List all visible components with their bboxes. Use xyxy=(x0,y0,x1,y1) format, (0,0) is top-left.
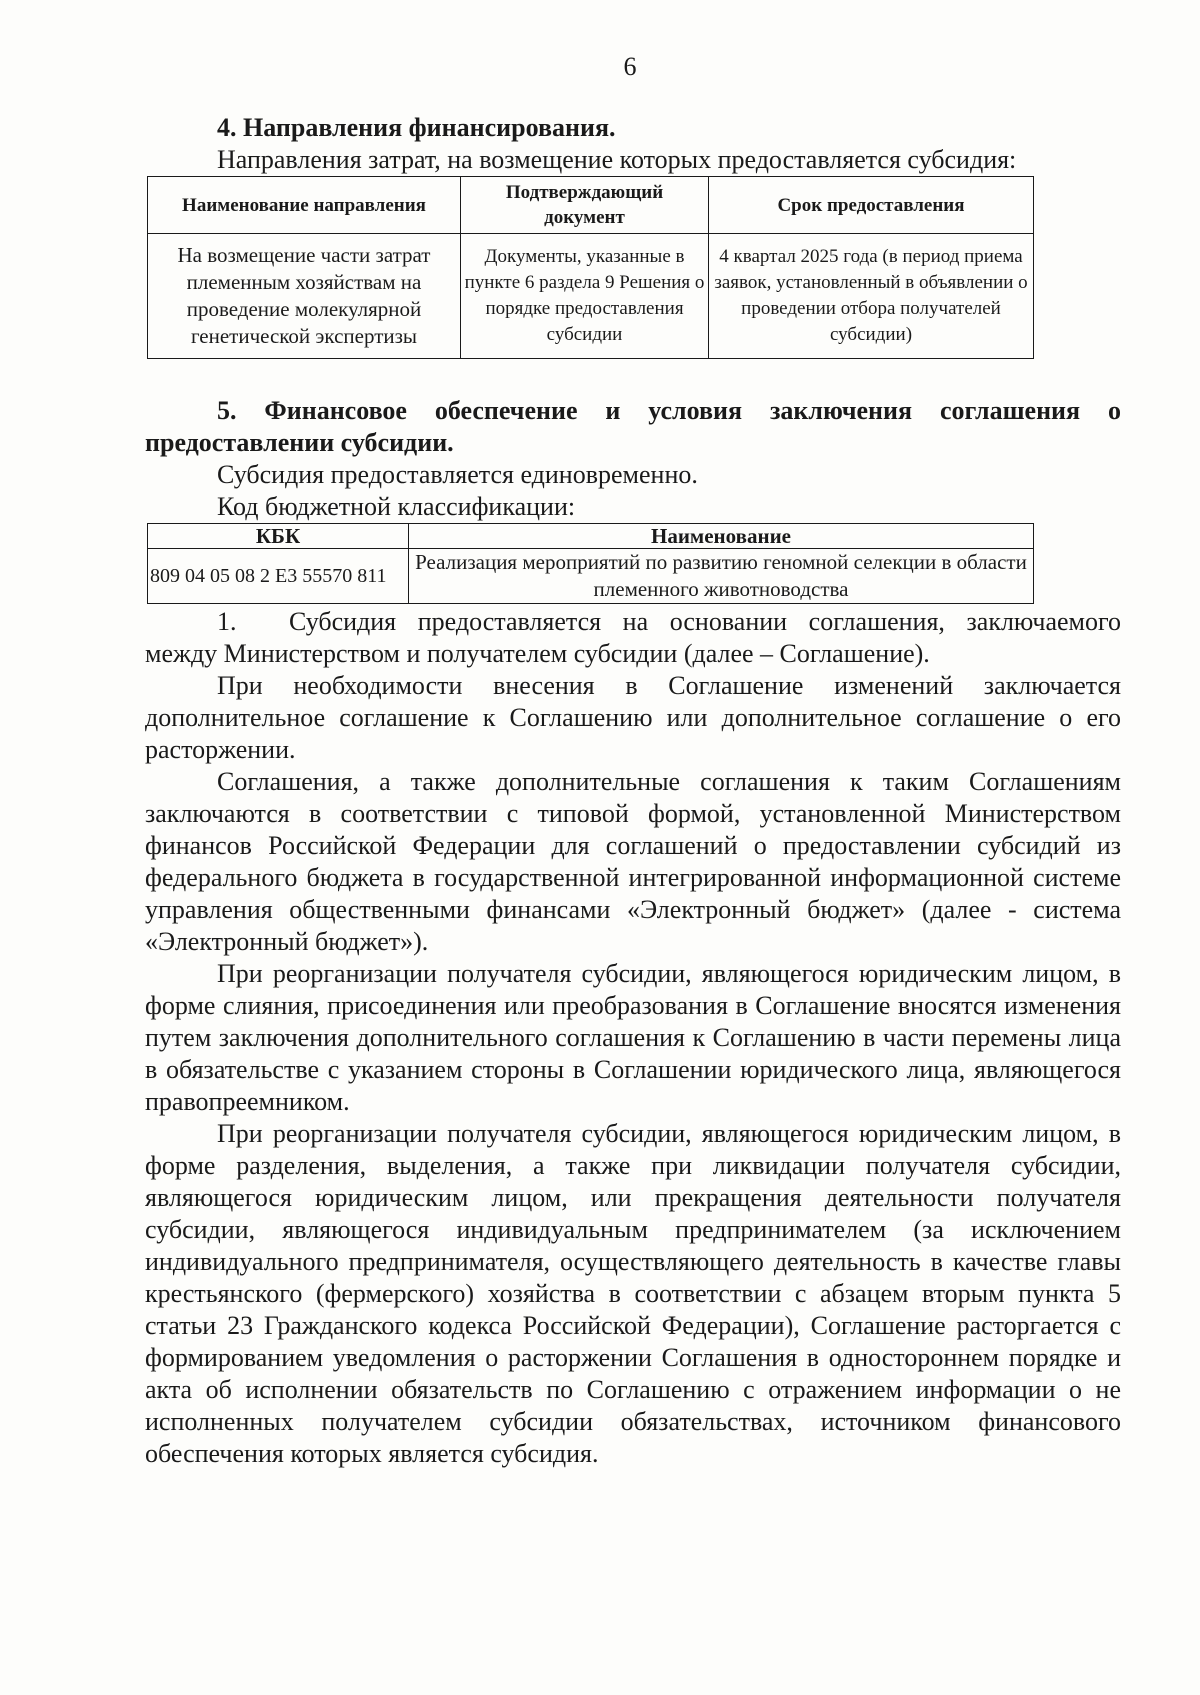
item-number: 1. xyxy=(217,607,237,636)
paragraph-reorganization-division: При реорганизации получателя субсидии, являющегося юридическим лицом, в форме разделения, выделения, а также при ликвидации получателя субсидии, являющегося юридическим лицом, или прекращения деятельности получателя субсидии, являющегося индивидуальным предпринимателем (за исключением индивидуального предпринимателя, осуществляющего деятельность в качестве главы крестьянского (фермерского) хозяйства в соответствии с абзацем вторым пункта 5 статьи 23 Гражданского кодекса Российской Федерации), Соглашение расторгается с формированием уведомления о расторжении Соглашения в одностороннем порядке и акта об исполнении обязательств по Соглашению с отражением информации о не исполненных получателем субсидии обязательствах, источником финансового обеспечения которых является субсидия. xyxy=(145,1119,1121,1468)
paragraph-reorganization-merger: При реорганизации получателя субсидии, являющегося юридическим лицом, в форме слияния, присоединения или преобразования в Соглашение вносятся изменения путем заключения дополнительного соглашения к Соглашению в части перемены лица в обязательстве с указанием стороны в Соглашении юридического лица, являющегося правопреемником. xyxy=(145,959,1121,1116)
kbk-cell: 809 04 05 08 2 Е3 55570 811 xyxy=(148,549,409,604)
kbk-name-cell: Реализация мероприятий по развитию геномной селекции в области племенного животноводства xyxy=(409,549,1034,604)
section-4-heading: 4. Направления финансирования. xyxy=(217,113,616,142)
column-header-term: Срок предоставления xyxy=(709,177,1034,234)
budget-classification-table xyxy=(147,523,1034,604)
table-header-row xyxy=(148,177,1034,234)
budget-code-line: Код бюджетной классификации: xyxy=(217,492,576,521)
page-number: 6 xyxy=(623,52,637,81)
column-header-document: Подтверждающий документ xyxy=(461,177,709,234)
table-row xyxy=(148,549,1034,604)
numbered-item-1 xyxy=(145,606,1121,670)
term-cell: 4 квартал 2025 года (в период приема заявок, установленный в объявлении о проведении отбора получателей субсидии) xyxy=(709,234,1034,359)
direction-cell: На возмещение части затрат племенным хозяйствам на проведение молекулярной генетической экспертизы xyxy=(148,234,461,359)
document-cell: Документы, указанные в пункте 6 раздела 9 Решения о порядке предоставления субсидии xyxy=(461,234,709,359)
single-payment-line: Субсидия предоставляется единовременно. xyxy=(217,460,698,489)
funding-directions-table xyxy=(147,176,1034,359)
section-5-heading: 5. Финансовое обеспечение и условия заключения соглашения о предоставлении субсидии. xyxy=(145,396,1121,457)
item-text: Субсидия предоставляется на основании соглашения, заключаемого между Министерством и получателем субсидии (далее – Соглашение). xyxy=(145,607,1121,668)
column-header-direction: Наименование направления xyxy=(148,177,461,234)
paragraph-amendments: При необходимости внесения в Соглашение изменений заключается дополнительное соглашение к Соглашению или дополнительное соглашение о его расторжении. xyxy=(145,671,1121,764)
column-header-kbk: КБК xyxy=(148,524,409,549)
table-header-row xyxy=(148,524,1034,549)
paragraph-standard-form: Соглашения, а также дополнительные соглашения к таким Соглашениям заключаются в соответствии с типовой формой, установленной Министерством финансов Российской Федерации для соглашений о предоставлении субсидий из федерального бюджета в государственной интегрированной информационной системе управления общественными финансами «Электронный бюджет» (далее - система «Электронный бюджет»). xyxy=(145,767,1121,956)
table-row xyxy=(148,234,1034,359)
document-body xyxy=(145,112,1121,1470)
section-4-intro: Направления затрат, на возмещение которых предоставляется субсидия: xyxy=(217,145,1017,174)
column-header-name: Наименование xyxy=(409,524,1034,549)
